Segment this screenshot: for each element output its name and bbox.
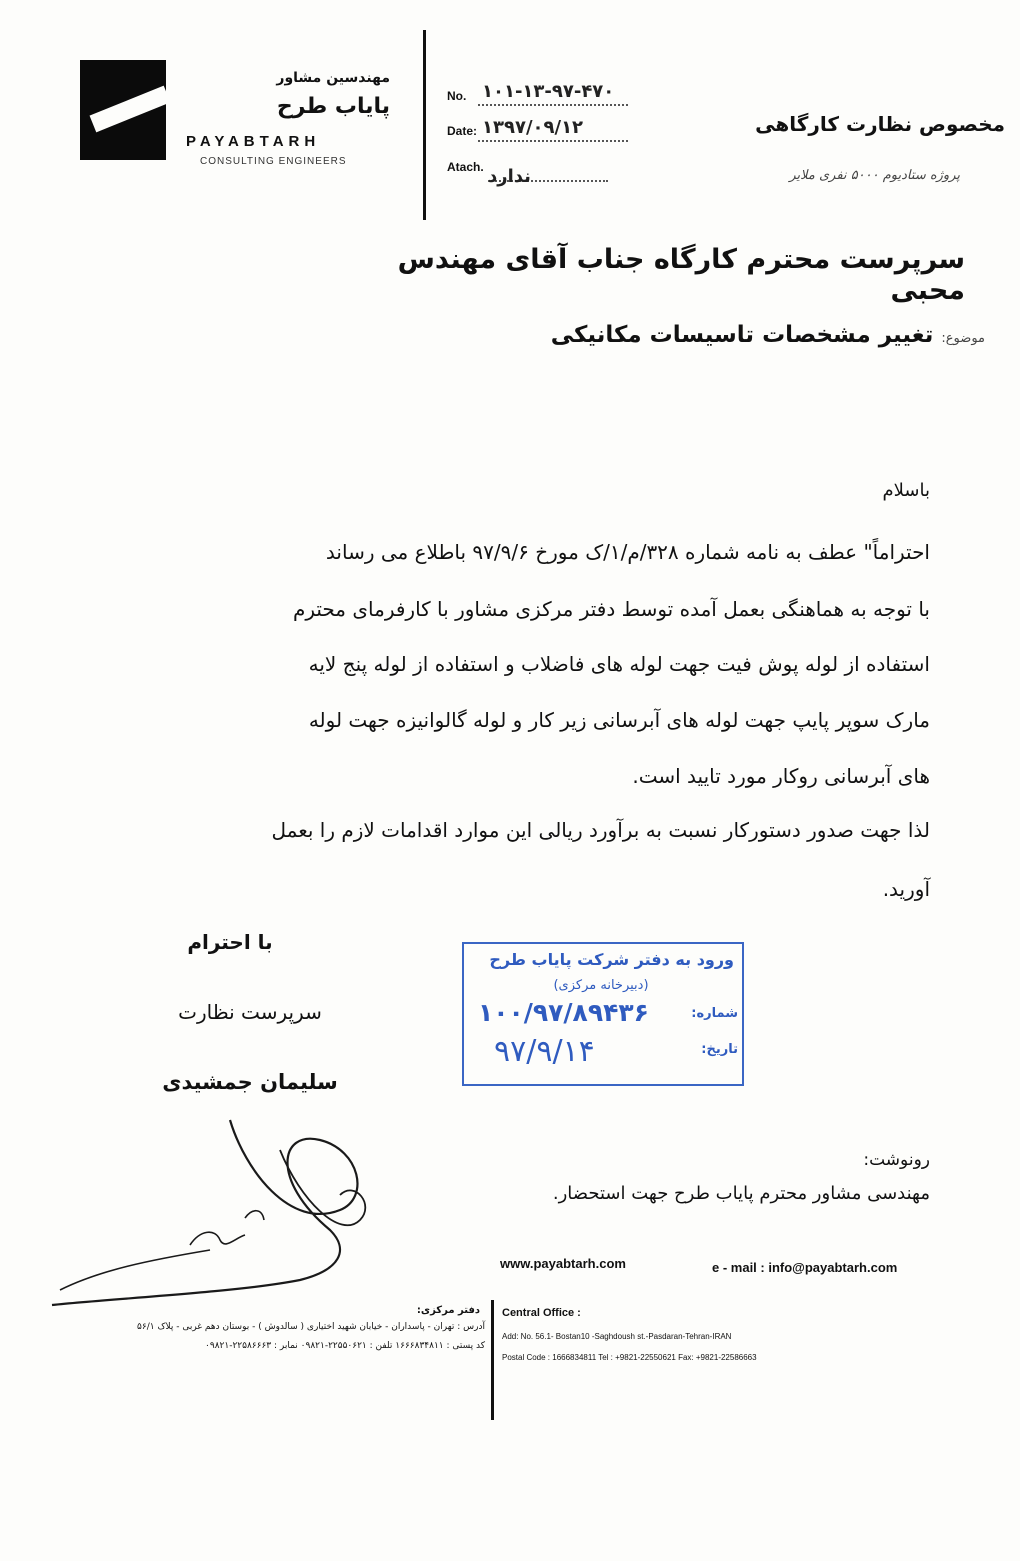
- addressee: سرپرست محترم کارگاه جناب آقای مهندس محبی: [397, 244, 965, 306]
- letter-date-label: Date:: [447, 124, 478, 138]
- body-line: با توجه به هماهنگی بعمل آمده توسط دفتر مرکزی مشاور با کارفرمای محترم: [292, 597, 930, 621]
- subject-text: تغییر مشخصات تاسیسات مکانیکی: [550, 322, 934, 348]
- footer-phones-en: Postal Code : 1666834811 Tel : +9821-22550621 Fax: +9821-22586663: [502, 1353, 757, 1362]
- letter-number-dotline: [478, 104, 628, 106]
- footer-email: e - mail : info@payabtarh.com: [712, 1260, 898, 1275]
- body-line: های آبرسانی روکار مورد تایید است.: [632, 764, 930, 788]
- attachment-label: Atach.: [447, 160, 484, 174]
- body-line: آورید.: [882, 877, 930, 901]
- footer-website: www.payabtarh.com: [500, 1256, 626, 1271]
- company-name-fa: پایاب طرح: [276, 94, 390, 119]
- signatory-title: سرپرست نظارت: [178, 1000, 322, 1024]
- body-line: استفاده از لوله پوش فیت جهت لوله های فاضلاب و استفاده از لوله پنج لایه: [308, 652, 930, 676]
- company-name-fa-small: مهندسین مشاور: [276, 70, 390, 86]
- company-name-en: PAYABTARH: [186, 133, 321, 150]
- letter-number: ۱۰۱-۱۳-۹۷-۴۷۰: [482, 81, 615, 102]
- signatory-name: سلیمان جمشیدی: [162, 1070, 338, 1094]
- stamp-number-label: شماره:: [691, 1006, 738, 1021]
- letter-number-label: No.: [447, 89, 467, 103]
- received-stamp: [462, 942, 744, 1086]
- body-line: لذا جهت صدور دستورکار نسبت به برآورد ریالی این موارد اقدامات لازم را بعمل: [271, 818, 930, 842]
- footer-office-label-en: Central Office :: [502, 1307, 581, 1319]
- stamp-subtitle: (دبیرخانه مرکزی): [553, 978, 649, 993]
- stamp-date-label: تاریخ:: [701, 1042, 738, 1057]
- subject-label: موضوع:: [941, 331, 985, 346]
- copy-to-label: رونوشت:: [863, 1150, 930, 1170]
- letter-date: ۱۳۹۷/۰۹/۱۲: [482, 117, 584, 138]
- footer-divider: [491, 1300, 494, 1420]
- attachment-value: ندارد: [488, 166, 531, 187]
- body-line: احتراماً" عطف به نامه شماره ۳۲۸/م/۱/ک مورخ ۹۷/۹/۶ باطلاع می رساند: [325, 540, 930, 564]
- subject-line: [430, 322, 985, 348]
- closing-regards: با احترام: [187, 930, 273, 954]
- body-line: مارک سوپر پایپ جهت لوله های آبرسانی زیر کار و لوله گالوانیزه جهت لوله: [308, 708, 930, 732]
- stamp-number: ۱۰۰/۹۷/۸۹۴۳۶: [478, 998, 649, 1027]
- greeting: باسلام: [882, 480, 930, 501]
- footer-address-fa: آدرس : تهران - پاسداران - خیابان شهید اختیاری ( سالدوش ) - بوستان دهم غربی - پلاک ۵۶/۱: [137, 1322, 485, 1332]
- letter-date-dotline: [478, 140, 628, 142]
- stamp-date: ۹۷/۹/۱۴: [494, 1034, 595, 1069]
- header-divider: [423, 30, 426, 220]
- project-line: پروژه ستادیوم ۵۰۰۰ نفری ملایر: [789, 168, 960, 183]
- company-tagline-en: CONSULTING ENGINEERS: [200, 156, 347, 167]
- stamp-title: ورود به دفتر شرکت پایاب طرح: [489, 950, 734, 969]
- footer-address-en: Add: No. 56.1- Bostan10 -Saghdoush st.-Pasdaran-Tehran-IRAN: [502, 1332, 732, 1341]
- footer-office-label-fa: دفتر مرکزی:: [416, 1305, 480, 1316]
- copy-to-text: مهندسی مشاور محترم پایاب طرح جهت استحضار.: [552, 1183, 930, 1204]
- confidential-heading: مخصوص نظارت کارگاهی: [755, 112, 1005, 136]
- handwritten-signature: [40, 1110, 420, 1310]
- footer-phones-fa: کد پستی : ۱۶۶۶۸۳۴۸۱۱ تلفن : ۲۲۵۵۰۶۲۱-۰۹۸۲۱ نمابر : ۲۲۵۸۶۶۶۳-۰۹۸۲۱: [205, 1341, 485, 1351]
- company-logo: [68, 60, 166, 160]
